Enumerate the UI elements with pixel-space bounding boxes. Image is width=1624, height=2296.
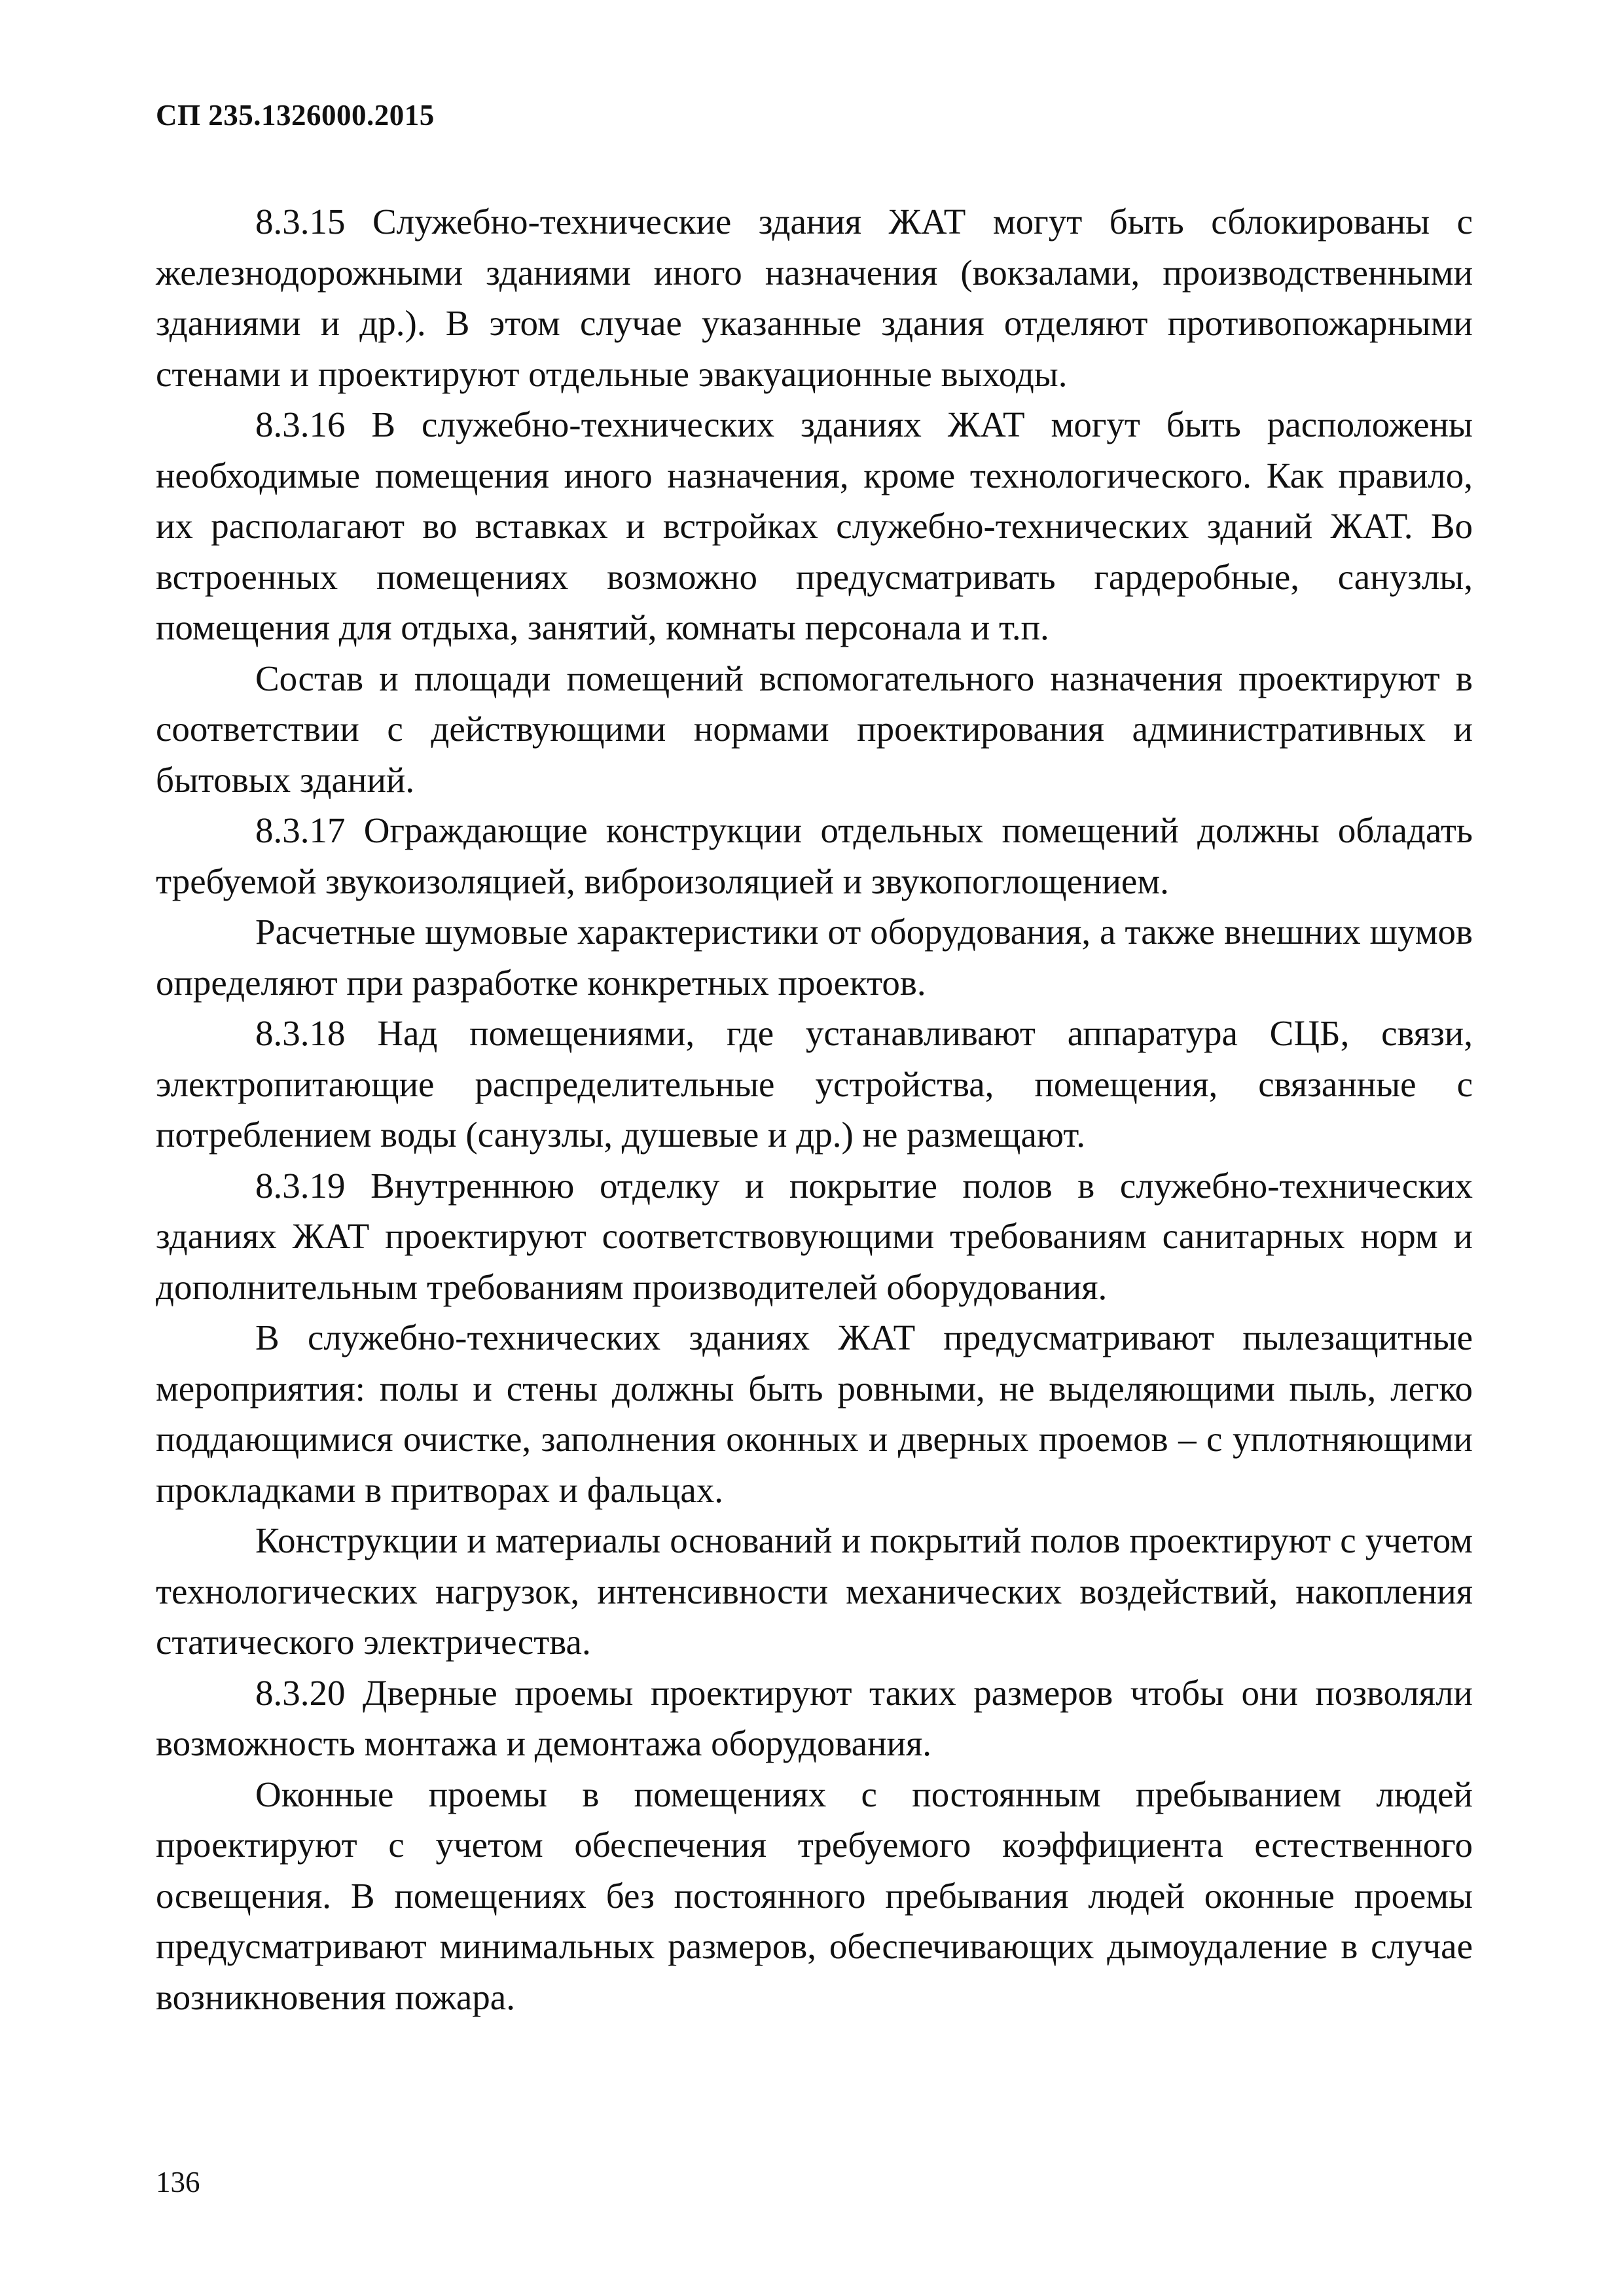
paragraph-floor-structures: Конструкции и материалы оснований и покрытий полов проектируют с учетом технологических нагрузок, интенсивности механических воздействий, накопления статического электричества. (156, 1520, 1473, 1662)
paragraph-dust-protection: В служебно-технических зданиях ЖАТ предусматривают пылезащитные мероприятия: полы и стены должны быть ровными, не выделяющими пыль, легко поддающимися очистке, заполнения оконных и дверных проемов – с уплотняющими прокладками в притворах и фальцах. (156, 1318, 1473, 1510)
paragraph-8-3-18: 8.3.18 Над помещениями, где устанавливают аппаратура СЦБ, связи, электропитающие распределительные устройства, помещения, связанные с потреблением воды (санузлы, душевые и др.) не размещают. (156, 1013, 1473, 1155)
paragraph-8-3-19: 8.3.19 Внутреннюю отделку и покрытие полов в служебно-технических зданиях ЖАТ проектируют соответствовующими требованиям санитарных норм и дополнительным требованиям производителей оборудования. (156, 1165, 1473, 1307)
paragraph-8-3-20: 8.3.20 Дверные проемы проектируют таких размеров чтобы они позволяли возможность монтажа и демонтажа оборудования. (156, 1672, 1473, 1763)
paragraph-8-3-15: 8.3.15 Служебно-технические здания ЖАТ могут быть сблокированы с железнодорожными зданиями иного назначения (вокзалами, производственными зданиями и др.). В этом случае указанные здания отделяют противопожарными стенами и проектируют отдельные эвакуационные выходы. (156, 202, 1473, 394)
paragraph-auxiliary-rooms: Состав и площади помещений вспомогательного назначения проектируют в соответствии с действующими нормами проектирования административных и бытовых зданий. (156, 658, 1473, 800)
paragraph-noise-characteristics: Расчетные шумовые характеристики от оборудования, а также внешних шумов определяют при разработке конкретных проектов. (156, 912, 1473, 1003)
paragraph-window-openings: Оконные проемы в помещениях с постоянным пребыванием людей проектируют с учетом обеспечения требуемого коэффициента естественного освещения. В помещениях без постоянного пребывания людей оконные проемы предусматривают минимальных размеров, обеспечивающих дымоудаление в случае возникновения пожара. (156, 1774, 1473, 2017)
document-code-header: СП 235.1326000.2015 (156, 99, 435, 132)
page-body (156, 196, 1473, 2022)
page-number: 136 (156, 2166, 200, 2198)
paragraph-8-3-16: 8.3.16 В служебно-технических зданиях ЖАТ могут быть расположены необходимые помещения иного назначения, кроме технологического. Как правило, их располагают во вставках и встройках служебно-технических зданий ЖАТ. Во встроенных помещениях возможно предусматривать гардеробные, санузлы, помещения для отдыха, занятий, комнаты персонала и т.п. (156, 404, 1473, 647)
paragraph-8-3-17: 8.3.17 Ограждающие конструкции отдельных помещений должны обладать требуемой звукоизоляцией, виброизоляцией и звукопоглощением. (156, 810, 1473, 901)
